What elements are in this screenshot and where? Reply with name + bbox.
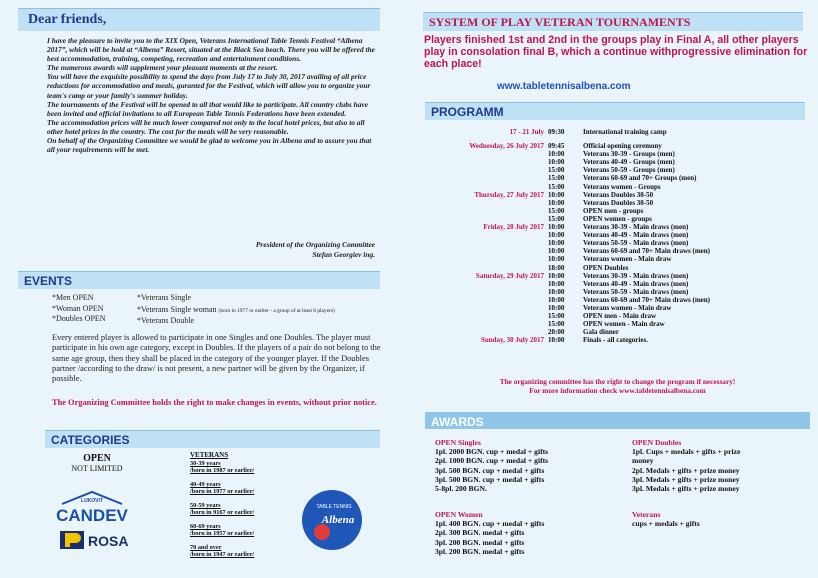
system-header bbox=[423, 12, 803, 31]
programm-event: Veterans women - Main draw bbox=[583, 255, 672, 264]
event-item: *Veterans Single woman (born in 1977 or earlier - a group of at least 8 players) bbox=[137, 304, 335, 314]
programm-time: 10:00 bbox=[548, 231, 565, 240]
programm-time: 10:00 bbox=[548, 304, 565, 312]
programm-event: Veterans 50-59 - Main draws (men) bbox=[583, 239, 689, 248]
awards-open-singles: OPEN Singles 1pl. 2000 BGN. cup + medal + gifts 2pl. 1000 BGN. cup + medal + gifts 3pl. 500 BGN. cup + medal + gifts 3pl. 500 BGN. cup + medal + gifts 5-8pl. 200 BGN. bbox=[435, 438, 549, 494]
letter-paragraph: You will have the exquisite possibility to spend the days from July 17 to July 30, 2017 availing of all price reductions for accommodation and meals, guranted for the Festival, which will allow you to organize your team's camp or your family's summer holiday. bbox=[47, 72, 371, 100]
programm-event: Veterans 50-59 - Groups (men) bbox=[583, 166, 675, 175]
programm-event: Official opening ceremony bbox=[583, 142, 662, 150]
veteran-group: 40-49 years /born in 1977 or earlier/ bbox=[190, 481, 255, 495]
programm-time: 10:00 bbox=[548, 279, 565, 288]
programm-event: Veterans 60-69 and 70+ Main draws (men) bbox=[583, 247, 711, 256]
event-item: *Doubles OPEN bbox=[52, 314, 106, 323]
programm-day: Thursday, 27 July 2017 bbox=[474, 190, 544, 199]
signature-block bbox=[180, 240, 375, 260]
invitation-letter bbox=[47, 36, 375, 154]
programm-event: Veterans 60-69 and 70+ Main draws (men) bbox=[583, 295, 711, 304]
programm-time: 10:00 bbox=[548, 255, 565, 264]
albena-top-text: TABLE TENNIS bbox=[316, 504, 352, 510]
open-category bbox=[62, 453, 132, 473]
rosa-logo bbox=[60, 530, 152, 550]
programm-event: OPEN men - groups bbox=[583, 206, 644, 215]
events-note: The Organizing Committee holds the right to make changes in events, without prior notice. bbox=[52, 398, 377, 407]
programm-event: OPEN women - Main draw bbox=[583, 320, 665, 329]
veterans-title: VETERANS bbox=[190, 451, 229, 459]
open-sub: NOT LIMITED bbox=[71, 464, 123, 473]
programm-day: 17 - 21 July bbox=[509, 128, 544, 136]
awards-header bbox=[425, 412, 810, 429]
programm-time: 15:00 bbox=[548, 312, 565, 321]
albena-logo bbox=[300, 488, 364, 552]
programm-time: 10:00 bbox=[548, 271, 565, 280]
veteran-group: 60-69 years /born in 1957 or earlier/ bbox=[190, 523, 255, 537]
categories-header bbox=[45, 430, 380, 448]
programm-header bbox=[425, 102, 805, 120]
event-item: *Men OPEN bbox=[52, 293, 94, 302]
programm-time: 15:00 bbox=[548, 320, 565, 329]
awards-open-doubles: OPEN Doubles 1pl. Cups + medals + gifts + prize money 2pl. Medals + gifts + prize money 3pl. Medals + gifts + prize money 3pl. Medals + gifts + prize money bbox=[632, 438, 741, 494]
programm-time: 10:00 bbox=[548, 223, 565, 231]
programm-time: 10:00 bbox=[548, 336, 565, 345]
veteran-group: 30-39 years /born in 1987 or earlier/ bbox=[190, 460, 255, 474]
event-item: *Veterans Double bbox=[137, 316, 195, 325]
candev-text: CANDEV bbox=[56, 506, 128, 525]
programm-note-line: The organizing committee has the right to change the program if necessary! bbox=[499, 377, 736, 386]
programm-note-line: For more information check www.tabletennisalbena.com bbox=[529, 386, 706, 395]
veteran-group: 50-59 years /born in 9167 or earlier/ bbox=[190, 502, 255, 516]
open-label: OPEN bbox=[83, 453, 111, 464]
programm-event: Veterans women - Groups bbox=[583, 182, 661, 191]
programm-event: Veterans 40-49 - Groups (men) bbox=[583, 158, 675, 167]
website-link[interactable]: www.tabletennisalbena.com bbox=[497, 81, 631, 92]
programm-event: Veterans 30-39 - Groups (men) bbox=[583, 150, 675, 159]
programm-time: 15:00 bbox=[548, 174, 565, 183]
awards-veterans: Veterans cups + medals + gifts bbox=[632, 510, 700, 529]
programm-event: Veterans 50-59 - Main draws (men) bbox=[583, 287, 689, 296]
programm-event: OPEN women - groups bbox=[583, 214, 652, 223]
veteran-group: 70 and over /born in 1947 or earlier/ bbox=[190, 544, 255, 558]
programm-note bbox=[425, 377, 810, 395]
programm-time: 15:00 bbox=[548, 166, 565, 175]
programm-title: PROGRAMM bbox=[431, 105, 504, 119]
programm-event: Veterans 60-69 and 70+ Groups (men) bbox=[583, 174, 697, 183]
programm-event: Veterans 30-39 - Main draws (men) bbox=[583, 271, 689, 280]
system-title: SYSTEM OF PLAY VETERAN TOURNAMENTS bbox=[429, 15, 691, 29]
programm-time: 15:00 bbox=[548, 206, 565, 215]
event-item: *Woman OPEN bbox=[52, 303, 104, 313]
signature-role: President of the Organizing Committee bbox=[255, 240, 375, 249]
events-open-list bbox=[52, 293, 106, 325]
event-item: *Veterans Single bbox=[137, 293, 191, 302]
programm-day: Saturday, 29 July 2017 bbox=[475, 271, 544, 280]
programm-time: 15:00 bbox=[548, 214, 565, 223]
programm-event: Veterans Doubles 30-50 bbox=[583, 198, 654, 207]
programm-time: 20:00 bbox=[548, 328, 565, 337]
categories-title: CATEGORIES bbox=[51, 433, 130, 447]
letter-paragraph: The numerous awards will supplement your pleasant moments at the resort. bbox=[47, 63, 278, 73]
programm-event: Veterans Doubles 30-50 bbox=[583, 190, 654, 199]
programm-time: 09:30 bbox=[548, 128, 565, 136]
programm-event: Veterans 40-49 - Main draws (men) bbox=[583, 279, 689, 288]
programm-time: 10:00 bbox=[548, 158, 565, 167]
programm-event: Gala dinner bbox=[583, 328, 619, 337]
candev-logo bbox=[56, 490, 128, 526]
letter-paragraph: I have the pleasure to invite you to the XIX Open, Veterans International Table Tennis Festival “Albena 2017”, which will be hold at “Albena” Resort, situated at the Black Sea beach. There you will be offered the best accommodation, training, competing, recreation and entertainment conditions. bbox=[47, 36, 375, 64]
awards-open-women: OPEN Women 1pl. 400 BGN. cup + medal + gifts 2pl. 300 BGN. medal + gifts 3pl. 200 BGN. medal + gifts 3pl. 200 BGN. medal + gifts bbox=[435, 510, 545, 556]
events-header bbox=[18, 271, 380, 289]
programm-time: 10:00 bbox=[548, 295, 565, 304]
letter-paragraph: The tournaments of the Festival will be opened to all that would like to participate. All country clubs have been invited and official invitations to all European Table Tennis Federations have been extended. bbox=[47, 99, 369, 118]
programm-event: OPEN men - Main draw bbox=[583, 312, 657, 321]
programm-day: Wednesday, 26 July 2017 bbox=[469, 142, 544, 150]
programm-time: 10:00 bbox=[548, 247, 565, 256]
programm-event: OPEN Doubles bbox=[583, 263, 629, 272]
letter-paragraph: On behalf of the Organizing Committee we would be glad to welcome you in Albena and to assure you that all your requirements will be met. bbox=[47, 136, 372, 155]
letter-paragraph: The accommodation prices will be much lower compared not only to the local hotel prices, but also to all other hotel prices in the country. The cost for the meals will be very reasonable. bbox=[47, 117, 365, 136]
dear-friends-title: Dear friends, bbox=[28, 12, 107, 27]
programm-time: 10:00 bbox=[548, 198, 565, 207]
signature-name: Stefan Georgiev ing. bbox=[312, 250, 375, 259]
programm-day: Friday, 28 July 2017 bbox=[483, 223, 544, 231]
events-veterans-list bbox=[137, 293, 335, 328]
programm-event: Veterans 30-39 - Main draws (men) bbox=[583, 223, 689, 231]
programm-time: 09:45 bbox=[548, 142, 565, 150]
programm-time: 18:00 bbox=[548, 263, 565, 272]
programm-day: Sunday, 30 July 2017 bbox=[480, 336, 544, 345]
system-description: Players finished 1st and 2nd in the groups play in Final A, all other players play in consolation final B, which a continue withprogressive elimination for each place! bbox=[424, 34, 808, 70]
albena-text: Albena bbox=[321, 514, 355, 526]
programm-time: 10:00 bbox=[548, 287, 565, 296]
programm-time: 10:00 bbox=[548, 150, 565, 159]
programm-event: International training camp bbox=[583, 128, 667, 136]
programm-time: 10:00 bbox=[548, 239, 565, 248]
programm-event: Veterans women - Main draw bbox=[583, 304, 672, 312]
programm-event: Finals - all categories. bbox=[583, 336, 648, 345]
programm-time: 15:00 bbox=[548, 182, 565, 191]
programm-time: 10:00 bbox=[548, 190, 565, 199]
candev-small-text: LUKOVIT bbox=[81, 498, 103, 504]
awards-title: AWARDS bbox=[431, 415, 484, 429]
events-title: EVENTS bbox=[24, 274, 73, 288]
rosa-text: ROSA bbox=[88, 533, 129, 549]
programm-event: Veterans 40-49 - Main draws (men) bbox=[583, 231, 689, 240]
events-description: Every entered player is allowed to participate in one Singles and one Doubles. The player must participate in his own age category, except in Doubles. If the players of a pair do not belong to the same age group, then they shall be placed in the category of the younger player. If the Doubles partner /according to the draw/ is not present, a new partner will be given by the Organizer, if possible. bbox=[52, 333, 381, 384]
dear-friends-header bbox=[18, 8, 380, 31]
veterans-categories bbox=[190, 452, 254, 565]
